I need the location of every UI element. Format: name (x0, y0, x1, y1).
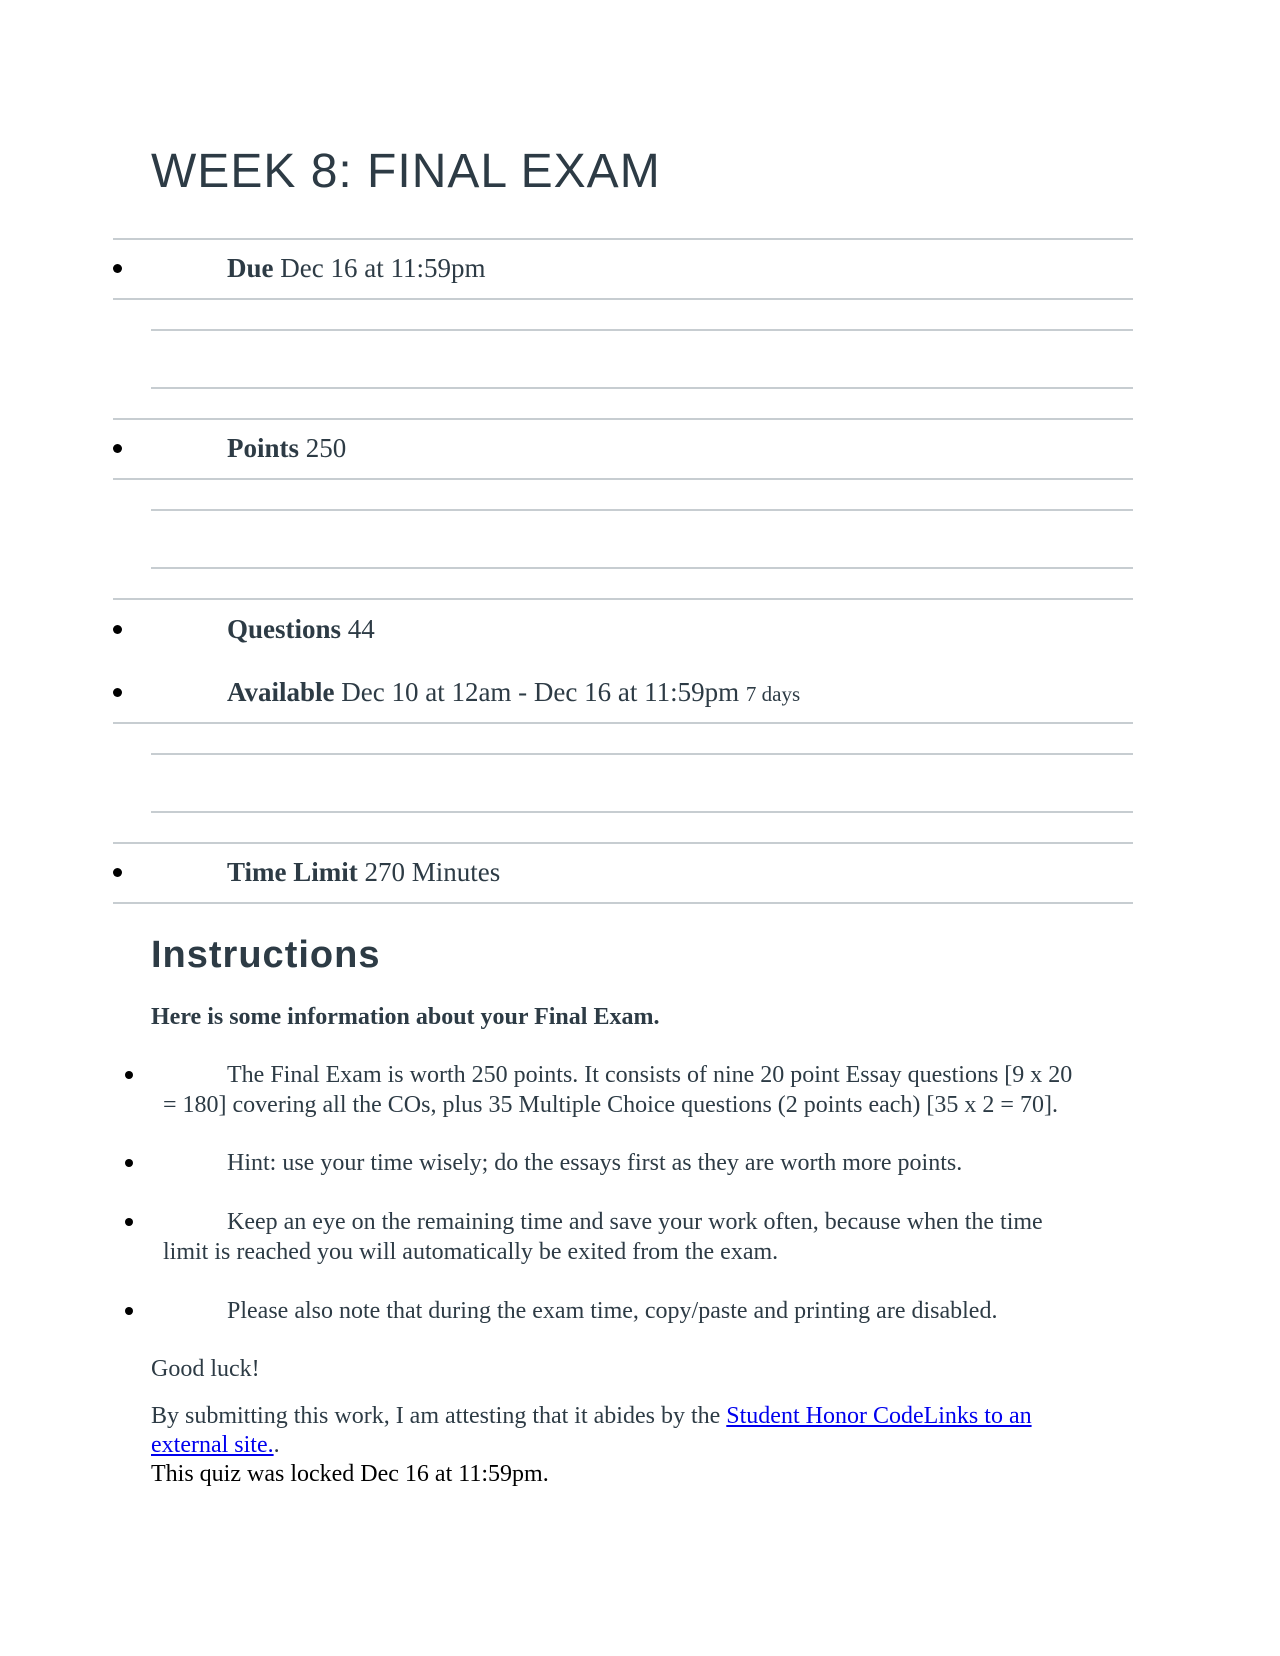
detail-points (227, 435, 346, 462)
bullet (125, 1071, 133, 1079)
divider (113, 598, 1133, 600)
detail-available-duration: 7 days (745, 682, 801, 706)
bullet (125, 1159, 133, 1167)
instruction-item-3-line-1: Keep an eye on the remaining time and save your work often, because when the time (227, 1209, 1043, 1235)
detail-due-label: Due (227, 253, 274, 283)
detail-due-value: Dec 16 at 11:59pm (280, 253, 486, 283)
divider (113, 478, 1133, 480)
instructions-heading: Instructions (151, 934, 381, 976)
detail-questions (227, 616, 375, 643)
detail-points-value: 250 (305, 433, 347, 463)
bullet (113, 625, 122, 634)
detail-available-label: Available (227, 677, 335, 707)
instruction-item-3-line-2: limit is reached you will automatically be exited from the exam. (163, 1239, 779, 1265)
instruction-item-4-line-1: Please also note that during the exam time, copy/paste and printing are disabled. (227, 1298, 998, 1324)
detail-questions-label: Questions (227, 614, 342, 644)
attestation-prefix: By submitting this work, I am attesting that it abides by the (151, 1403, 727, 1429)
instruction-item-1-line-1: The Final Exam is worth 250 points. It consists of nine 20 point Essay questions [9 x 20 (227, 1062, 1073, 1088)
closing-text: Good luck! (151, 1356, 260, 1382)
divider (113, 418, 1133, 420)
instruction-item-2-line-1: Hint: use your time wisely; do the essays first as they are worth more points. (227, 1150, 963, 1176)
detail-due (227, 255, 485, 282)
divider (151, 811, 1133, 813)
honor-code-link[interactable]: Student Honor CodeLinks to an (726, 1403, 1032, 1429)
divider (113, 842, 1133, 844)
detail-available (227, 679, 800, 706)
instructions-intro: Here is some information about your Final Exam. (151, 1004, 660, 1030)
divider (151, 753, 1133, 755)
detail-points-label: Points (227, 433, 300, 463)
divider (151, 329, 1133, 331)
page-title: WEEK 8: FINAL EXAM (151, 145, 661, 198)
divider (151, 387, 1133, 389)
instruction-item-1-line-2: = 180] covering all the COs, plus 35 Multiple Choice questions (2 points each) [35 x 2 = 70]. (163, 1092, 1058, 1118)
detail-available-value: Dec 10 at 12am - Dec 16 at 11:59pm (341, 677, 740, 707)
divider (113, 238, 1133, 240)
bullet (113, 444, 122, 453)
detail-time-limit (227, 859, 500, 886)
divider (113, 298, 1133, 300)
bullet (113, 688, 122, 697)
bullet (113, 868, 122, 877)
honor-code-link-continued[interactable]: external site. (151, 1432, 274, 1458)
bullet (125, 1218, 133, 1226)
divider (151, 509, 1133, 511)
locked-notice: This quiz was locked Dec 16 at 11:59pm. (151, 1461, 549, 1487)
bullet (113, 264, 122, 273)
detail-time-limit-label: Time Limit (227, 857, 358, 887)
divider (113, 902, 1133, 904)
attestation-line-1 (151, 1402, 1032, 1431)
detail-time-limit-value: 270 Minutes (364, 857, 501, 887)
divider (151, 567, 1133, 569)
attestation-suffix: . (273, 1432, 280, 1458)
attestation-line-2 (151, 1431, 280, 1460)
detail-questions-value: 44 (347, 614, 375, 644)
bullet (125, 1307, 133, 1315)
divider (113, 722, 1133, 724)
